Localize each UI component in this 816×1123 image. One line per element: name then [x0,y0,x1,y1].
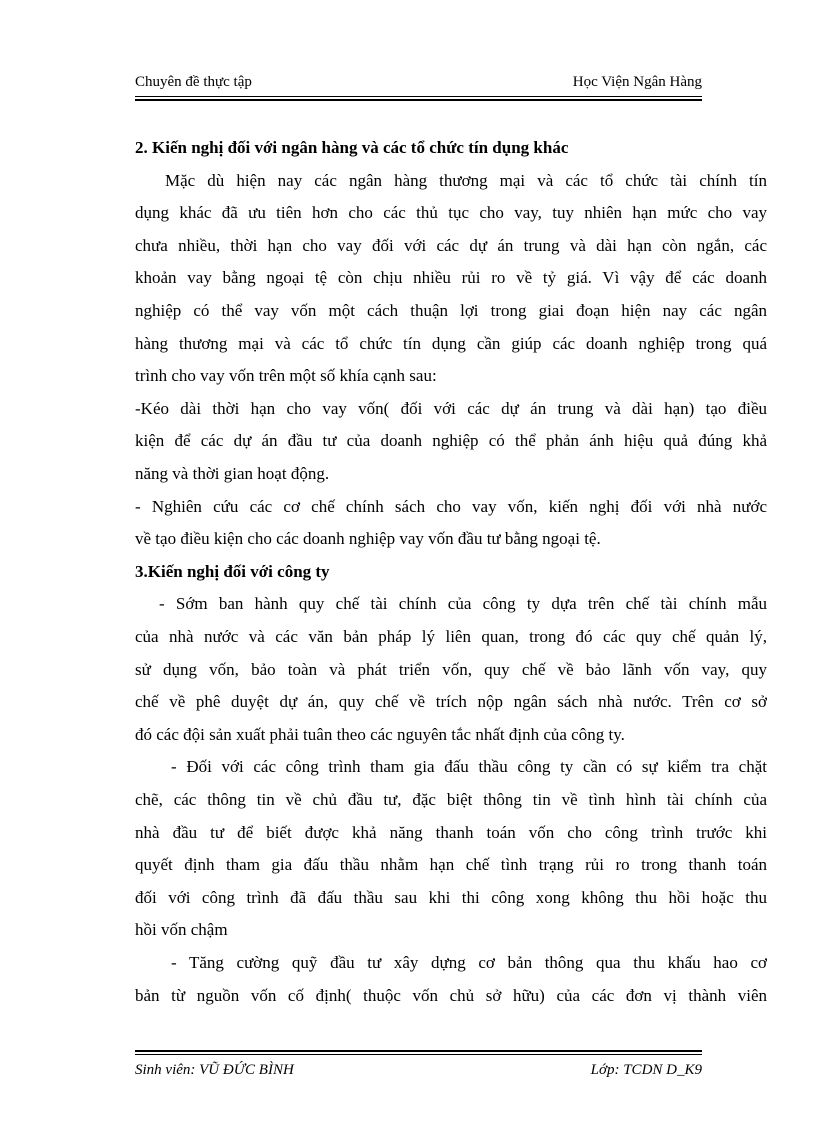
body-text-line: hồi vốn chậm [135,920,228,939]
body-text-line: kiện để các dự án đầu tư của doanh nghiệp có thể phản ánh hiệu quả đúng khả [135,431,767,450]
body-text-line: dụng khác đã ưu tiên hơn cho các thủ tục cho vay, tuy nhiên hạn mức cho vay [135,203,767,222]
body-text-line: - Đối với các công trình tham gia đấu thầu công ty cần có sự kiểm tra chặt [171,757,767,776]
body-text-line: sử dụng vốn, bảo toàn và phát triển vốn, quy chế về bảo lãnh vốn vay, quy [135,660,767,679]
body-text-line: chẽ, các thông tin về chủ đầu tư, đặc biệt thông tin về tình hình tài chính của [135,790,767,809]
header-right: Học Viện Ngân Hàng [572,74,702,90]
body-text-line: bản từ nguồn vốn cố định( thuộc vốn chủ sở hữu) của các đơn vị thành viên [135,986,767,1005]
body-text-line: - Tăng cường quỹ đầu tư xây dựng cơ bản thông qua thu khấu hao cơ [171,953,767,972]
footer-class: Lớp: TCDN D_K9 [590,1062,702,1078]
body-text-line: nghiệp có thể vay vốn một cách thuận lợi trong giai đoạn hiện nay các ngân [135,301,767,320]
body-text-line: - Sớm ban hành quy chế tài chính của công ty dựa trên chế tài chính mẫu [159,594,767,613]
body-text-line: quyết định tham gia đấu thầu nhằm hạn chế tình trạng rủi ro trong thanh toán [135,855,767,874]
footer-student: Sinh viên: VŨ ĐỨC BÌNH [135,1062,294,1078]
body-text-line: - Nghiên cứu các cơ chế chính sách cho vay vốn, kiến nghị đối với nhà nước [135,497,767,516]
body-text-line: về tạo điều kiện cho các doanh nghiệp vay vốn đầu tư bằng ngoại tệ. [135,529,601,548]
page-header [135,74,702,94]
body-text-line: hàng thương mại và các tổ chức tín dụng cần giúp các doanh nghiệp trong quá [135,334,767,353]
body-text-line: đó các đội sản xuất phải tuân theo các nguyên tắc nhất định của công ty. [135,725,625,744]
body-text-line: của nhà nước và các văn bản pháp lý liên quan, trong đó các quy chế quản lý, [135,627,767,646]
footer-rule-thin [135,1054,702,1055]
body-text-line: Mặc dù hiện nay các ngân hàng thương mại và các tổ chức tài chính tín [165,171,767,190]
body-text-line: trình cho vay vốn trên một số khía cạnh sau: [135,366,437,385]
body-text-line: nhà đầu tư để biết được khả năng thanh toán vốn cho công trình trước khi [135,823,767,842]
section-heading: 3.Kiến nghị đối với công ty [135,562,330,581]
header-left: Chuyên đề thực tập [135,74,252,90]
body-text-line: khoản vay bằng ngoại tệ còn chịu nhiều rủi ro về tỷ giá. Vì vậy để các doanh [135,268,767,287]
footer-rule-thick [135,1050,702,1052]
section-heading: 2. Kiến nghị đối với ngân hàng và các tổ chức tín dụng khác [135,138,569,157]
body-text-line: chưa nhiều, thời hạn cho vay đối với các dự án trung và dài hạn còn ngắn, các [135,236,767,255]
header-rule-thin [135,96,702,97]
body-text-line: -Kéo dài thời hạn cho vay vốn( đối với các dự án trung và dài hạn) tạo điều [135,399,767,418]
header-rule-thick [135,99,702,101]
body-text-line: chế về phê duyệt dự án, quy chế về trích nộp ngân sách nhà nước. Trên cơ sở [135,692,767,711]
page-footer [135,1062,702,1082]
body-text-line: năng và thời gian hoạt động. [135,464,330,483]
body-text-line: đối với công trình đã đấu thầu sau khi thi công xong không thu hồi hoặc thu [135,888,767,907]
